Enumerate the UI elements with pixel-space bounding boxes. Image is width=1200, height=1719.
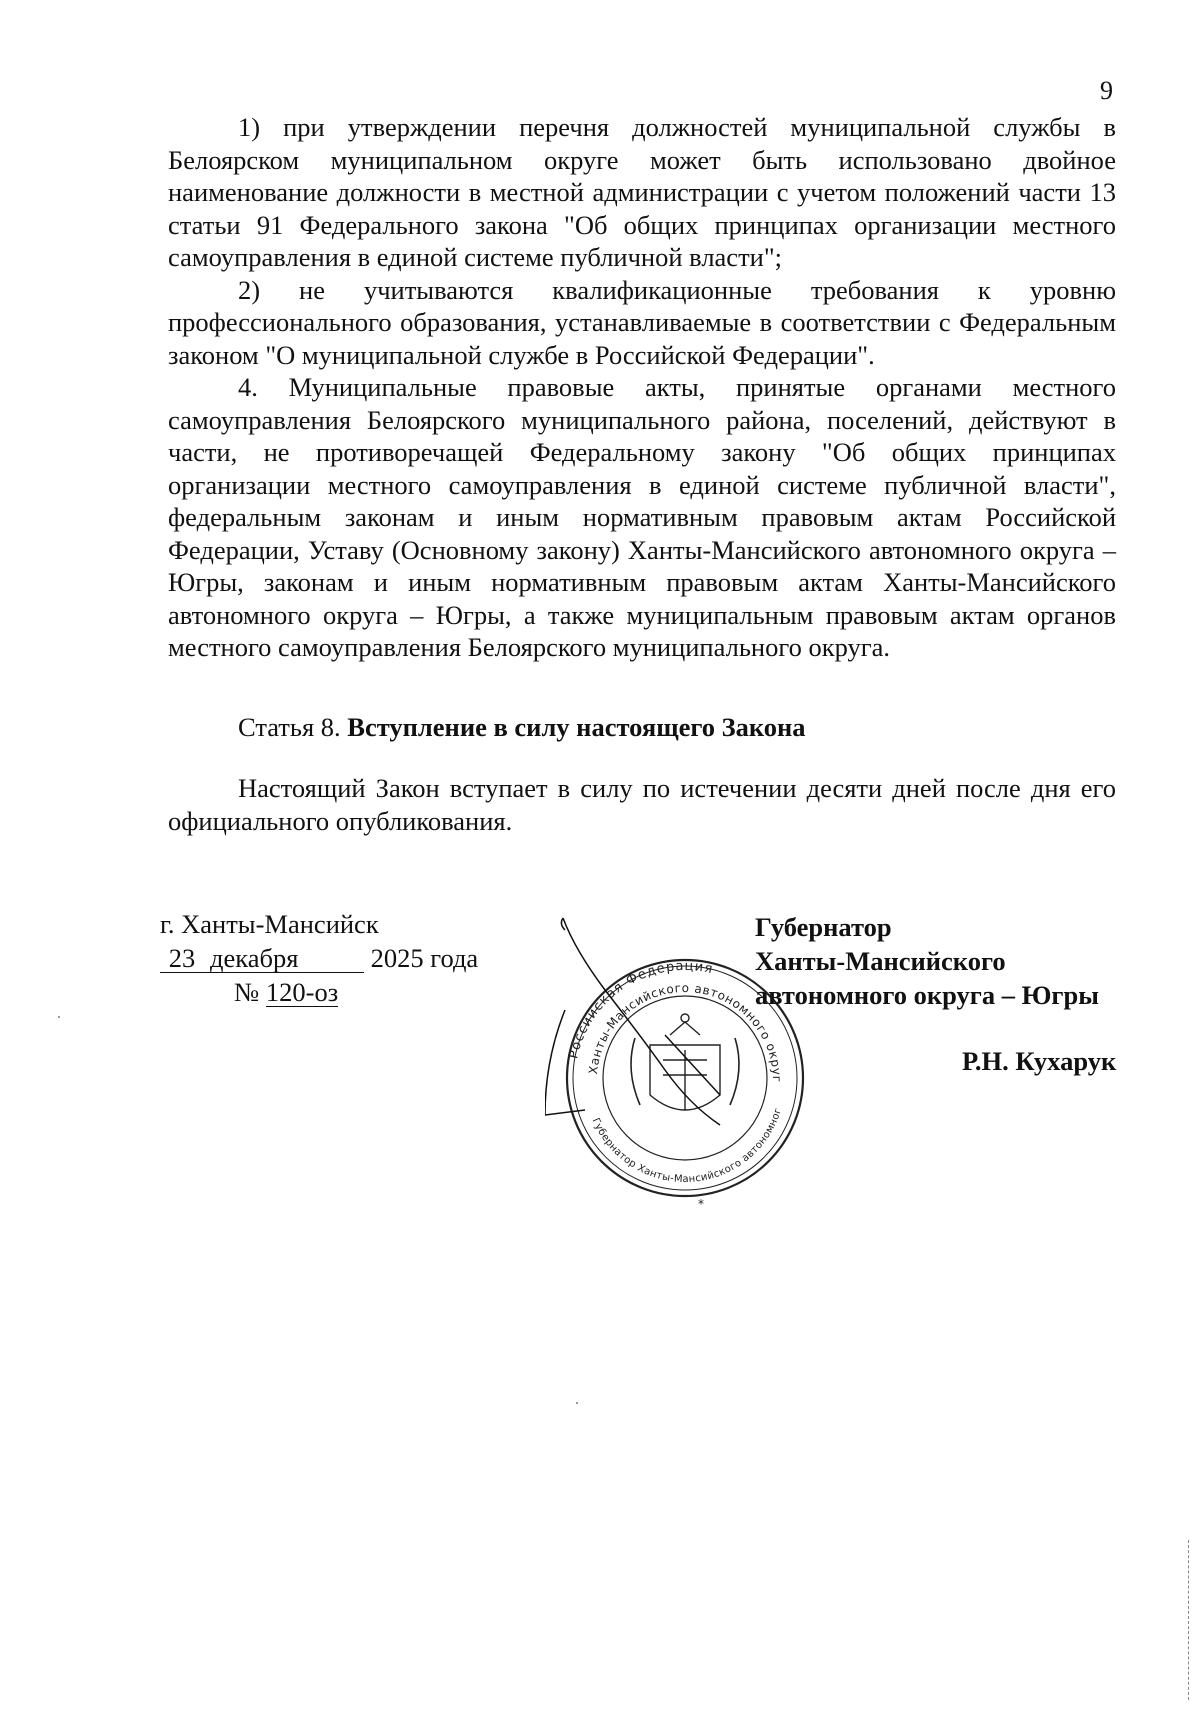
seal-bottom-text: Губернатор Ханты-Мансийского автономног xyxy=(589,1106,785,1186)
body-text xyxy=(168,111,1116,664)
paragraph-4: 4. Муниципальные правовые акты, принятые органами местного самоуправления Белоярского муниципального района, поселений, действуют в части, не противоречащей Федеральному закону "Об общих принципах организации местного самоуправления в единой системе публичной власти", федеральным законам и иным нормативным правовым актам Российской Федерации, Уставу (Основному закону) Ханты-Мансийского автономного округа – Югры, законам и иным нормативным правовым актам Ханты-Мансийского автономного округа – Югры, а также муниципальным правовым актам органов местного самоуправления Белоярского муниципального округа. xyxy=(168,372,1116,662)
article-title: Вступление в силу настоящего Закона xyxy=(347,712,806,742)
coat-of-arms-icon xyxy=(631,1014,739,1110)
signing-year: 2025 года xyxy=(370,943,479,973)
svg-text:Губернатор Ханты-Мансийского а xyxy=(545,910,784,1185)
signing-day: 23 xyxy=(160,944,204,973)
governor-line-2: Ханты-Мансийского xyxy=(755,946,1006,976)
svg-text:Ханты-Мансийского автономного xyxy=(545,910,784,1083)
signing-block xyxy=(160,907,478,1009)
governor-title xyxy=(755,910,1099,1012)
governor-name: Р.Н. Кухарук xyxy=(962,1046,1117,1076)
signing-date xyxy=(160,941,478,975)
paragraph-1: 1) при утверждении перечня должностей муниципальной службы в Белоярском муниципальном округе может быть использовано двойное наименование должности в местной администрации с учетом положений части 13 статьи 91 Федерального закона "Об общих принципах организации местного самоуправления в единой системе публичной власти"; xyxy=(168,112,1116,272)
article-heading xyxy=(238,711,806,743)
law-number-value: 120-оз xyxy=(265,977,339,1007)
governor-line-3: автономного округа – Югры xyxy=(755,980,1099,1010)
governor-line-1: Губернатор xyxy=(755,912,892,942)
paragraph-2: 2) не учитываются квалификационные требования к уровню профессионального образования, устанавливаемые в соответствии с Федеральным законом "О муниципальной службе в Российской Федерации". xyxy=(168,274,1116,370)
svg-text:Российская Федерация xyxy=(566,959,715,1060)
seal-star-icon: * xyxy=(698,1197,704,1210)
article-prefix: Статья 8. xyxy=(238,712,341,742)
scan-speck xyxy=(576,1402,578,1404)
page-number: 9 xyxy=(1100,76,1113,105)
law-number-prefix: № xyxy=(234,977,260,1007)
law-number xyxy=(160,975,478,1009)
signing-month: декабря xyxy=(204,944,364,973)
scan-speck xyxy=(58,1016,60,1018)
article-text: Настоящий Закон вступает в силу по истечении десяти дней после дня его официального опубликования. xyxy=(168,773,1116,836)
scan-edge-marks xyxy=(1188,1540,1192,1700)
signing-place: г. Ханты-Мансийск xyxy=(160,909,379,939)
signature-stroke xyxy=(545,918,720,1125)
seal-outer-text: Российская Федерация xyxy=(566,958,715,1061)
seal-inner-text: Ханты-Мансийского автономного округ xyxy=(586,980,785,1083)
